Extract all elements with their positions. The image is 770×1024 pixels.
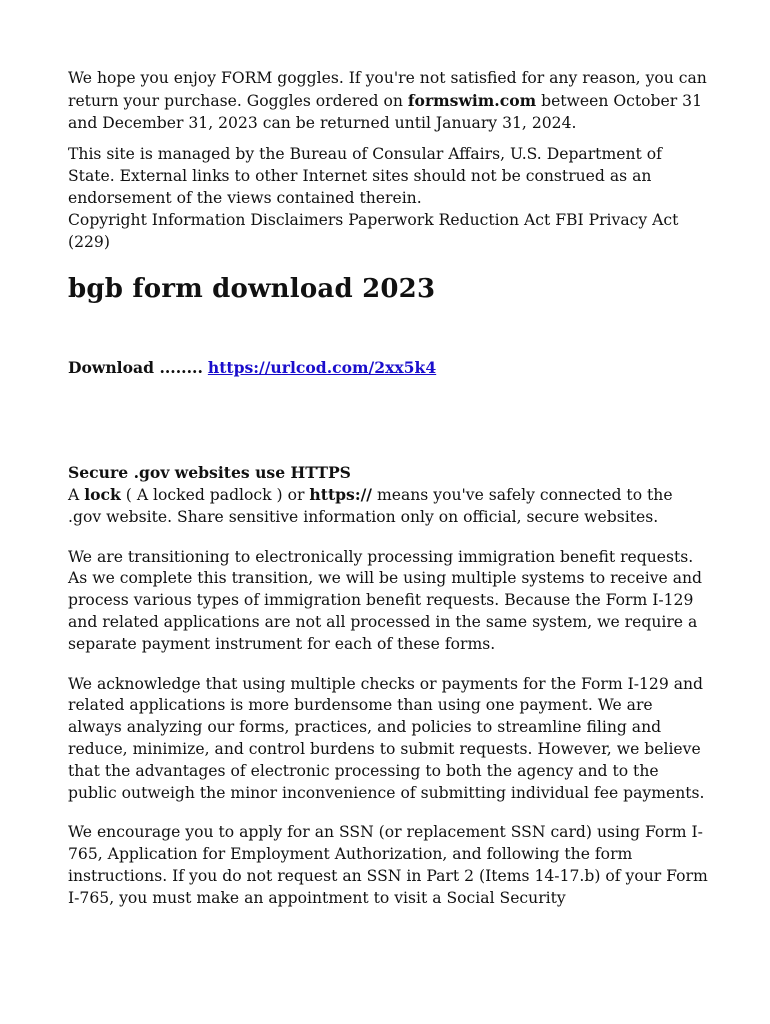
secure-https: https://	[309, 484, 372, 504]
secure-mid: ( A locked padlock ) or	[120, 485, 310, 504]
transition-paragraph: We are transitioning to electronically processing immigration benefit requests. As we complete this transition, we will be using multiple systems to receive and process various types of immigration benefit requests. Because the Form I-129 and related applications are not all processed in the same system, we require a separate payment instrument for each of these forms.	[68, 547, 703, 653]
secure-heading: Secure .gov websites use HTTPS	[68, 463, 351, 483]
download-line	[68, 357, 708, 380]
document-body	[68, 68, 708, 910]
secure-rest: means you've safely connected to the .gov website. Share sensitive information only on official, secure websites.	[68, 485, 673, 526]
intro-site-name: formswim.com	[407, 90, 537, 110]
footer-links-line: Copyright Information Disclaimers Paperwork Reduction Act FBI Privacy Act (229)	[68, 210, 679, 251]
ssn-paragraph: We encourage you to apply for an SSN (or replacement SSN card) using Form I-765, Application for Employment Authorization, and following the form instructions. If you do not request an SSN in Part 2 (Items 14-17.b) of your Form I-765, you must make an appointment to visit a Social Security	[68, 823, 708, 907]
secure-lock: lock	[84, 484, 121, 504]
secure-paragraph	[68, 484, 708, 529]
secure-a: A	[68, 485, 85, 504]
managed-paragraph: This site is managed by the Bureau of Consular Affairs, U.S. Department of State. External links to other Internet sites should not be construed as an endorsement of the views contained therein.	[68, 145, 662, 207]
download-link[interactable]: https://urlcod.com/2xx5k4	[207, 358, 437, 378]
download-label: Download ........	[68, 358, 203, 378]
acknowledge-paragraph: We acknowledge that using multiple checks or payments for the Form I-129 and related applications is more burdensome than using one payment. We are always analyzing our forms, practices, and policies to streamline filing and reduce, minimize, and control burdens to submit requests. However, we believe that the advantages of electronic processing to both the agency and to the public outweigh the minor inconvenience of submitting individual fee payments.	[68, 674, 705, 802]
page-title: bgb form download 2023	[68, 274, 436, 305]
intro-text-after: between October 31 and December 31, 2023 can be returned until January 31, 2024.	[68, 91, 702, 132]
intro-paragraph	[68, 68, 708, 134]
intro-text-before: We hope you enjoy FORM goggles. If you're not satisfied for any reason, you can return your purchase. Goggles ordered on	[68, 69, 707, 110]
